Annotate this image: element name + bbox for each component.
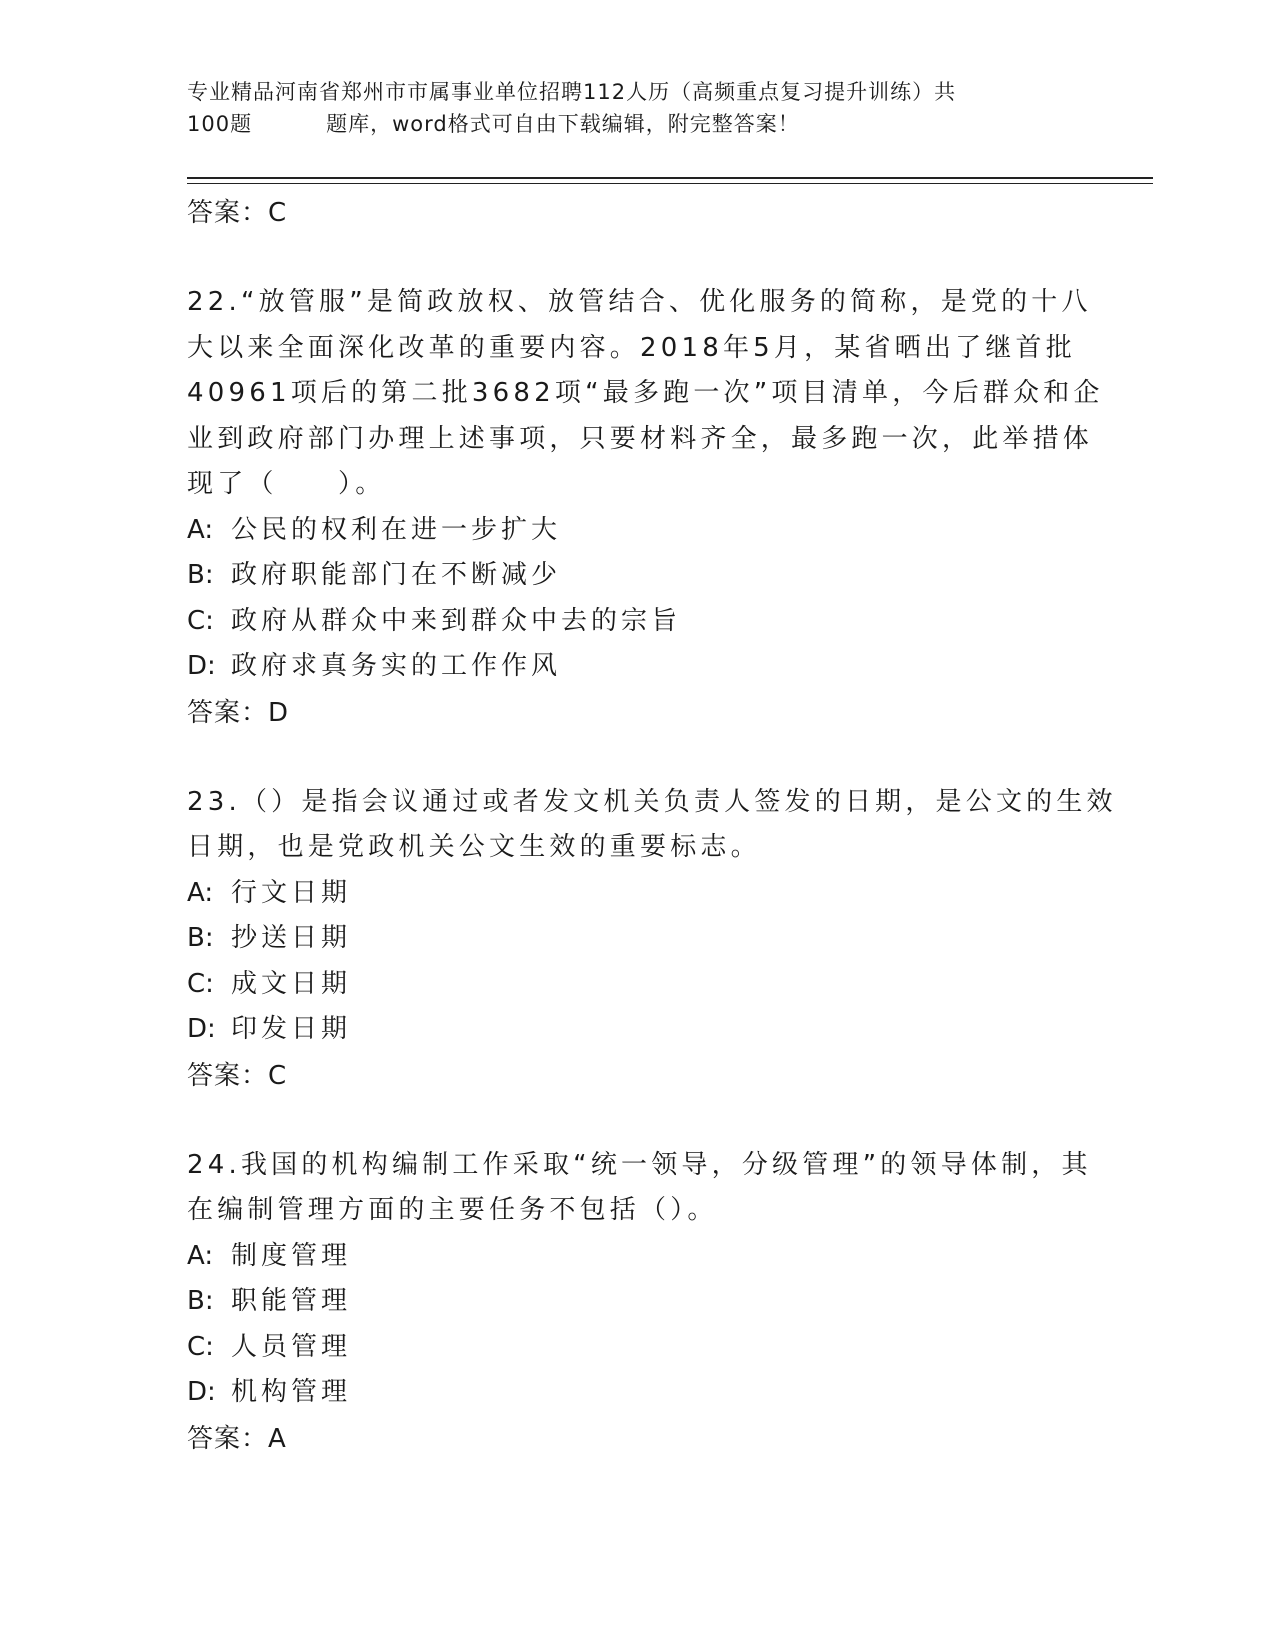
option-c: [187, 962, 1087, 1008]
answer: 答案：C: [187, 1060, 288, 1091]
option-text: 政府职能部门在不断减少: [231, 560, 562, 590]
option-key: A:: [187, 1240, 214, 1271]
stem-line: 大以来全面深化改革的重要内容。2018年5月，某省晒出了继首批: [187, 332, 1076, 363]
stem-line: 40961项后的第二批3682项“最多跑一次”项目清单，今后群众和企: [187, 378, 1104, 408]
option-key: B:: [187, 923, 214, 953]
option-key: D:: [187, 651, 216, 681]
option-key: A:: [187, 877, 214, 908]
option-d: [187, 1007, 1087, 1053]
option-key: B:: [187, 560, 214, 590]
option-key: B:: [187, 1286, 214, 1316]
option-c: [187, 599, 1087, 645]
questions-content: [187, 190, 1117, 1462]
option-key: C:: [187, 968, 214, 999]
question-stem: [187, 280, 1104, 508]
option-key: D:: [187, 1014, 216, 1044]
option-text: 政府求真务实的工作作风: [231, 651, 562, 681]
header-rule-thick: [187, 177, 1153, 179]
option-b: [187, 553, 1087, 599]
option-d: [187, 644, 1087, 690]
header-line-1: 专业精品河南省郑州市市属事业单位招聘112人历（高频重点复习提升训练）共: [187, 80, 957, 104]
stem-line: 在编制管理方面的主要任务不包括（）。: [187, 1195, 718, 1225]
previous-answer: 答案：C: [187, 198, 288, 228]
option-text: 成文日期: [231, 968, 352, 999]
header-line-2: [187, 108, 1067, 140]
option-d: [187, 1370, 1087, 1416]
option-text: 印发日期: [231, 1014, 352, 1044]
option-key: A:: [187, 514, 214, 545]
option-a: [187, 871, 1087, 917]
question-22: [187, 280, 1104, 736]
option-a: [187, 508, 1087, 554]
stem-line: 23.（）是指会议通过或者发文机关负责人签发的日期，是公文的生效: [187, 786, 1117, 817]
answer: 答案：D: [187, 697, 290, 728]
header-count: 100题: [187, 112, 253, 136]
header-description: 题库，word格式可自由下载编辑，附完整答案！: [326, 112, 800, 136]
option-b: [187, 1279, 1087, 1325]
stem-line: 24.我国的机构编制工作采取“统一领导，分级管理”的领导体制，其: [187, 1149, 1092, 1180]
option-text: 职能管理: [231, 1286, 352, 1316]
option-key: D:: [187, 1377, 216, 1407]
option-text: 公民的权利在进一步扩大: [231, 514, 562, 545]
stem-line: 现了（ ）。: [187, 469, 386, 499]
option-a: [187, 1234, 1087, 1280]
option-key: C:: [187, 1331, 214, 1362]
stem-line: 22.“放管服”是简政放权、放管结合、优化服务的简称，是党的十八: [187, 287, 1092, 317]
option-text: 政府从群众中来到群众中去的宗旨: [231, 605, 682, 636]
header-rule-thin: [187, 183, 1153, 184]
option-text: 制度管理: [231, 1240, 352, 1271]
page-header: [187, 76, 1067, 140]
question-stem: [187, 780, 1117, 871]
option-text: 行文日期: [231, 877, 352, 908]
option-b: [187, 916, 1087, 962]
option-text: 抄送日期: [231, 923, 352, 953]
stem-line: 日期，也是党政机关公文生效的重要标志。: [187, 832, 761, 862]
option-text: 机构管理: [231, 1377, 352, 1407]
question-23: [187, 780, 1117, 1099]
question-24: [187, 1143, 1092, 1462]
option-key: C:: [187, 605, 214, 636]
answer: 答案：A: [187, 1423, 287, 1454]
stem-line: 业到政府部门办理上述事项，只要材料齐全，最多跑一次，此举措体: [187, 423, 1094, 454]
question-stem: [187, 1143, 1092, 1234]
option-c: [187, 1325, 1087, 1371]
option-text: 人员管理: [231, 1331, 352, 1362]
